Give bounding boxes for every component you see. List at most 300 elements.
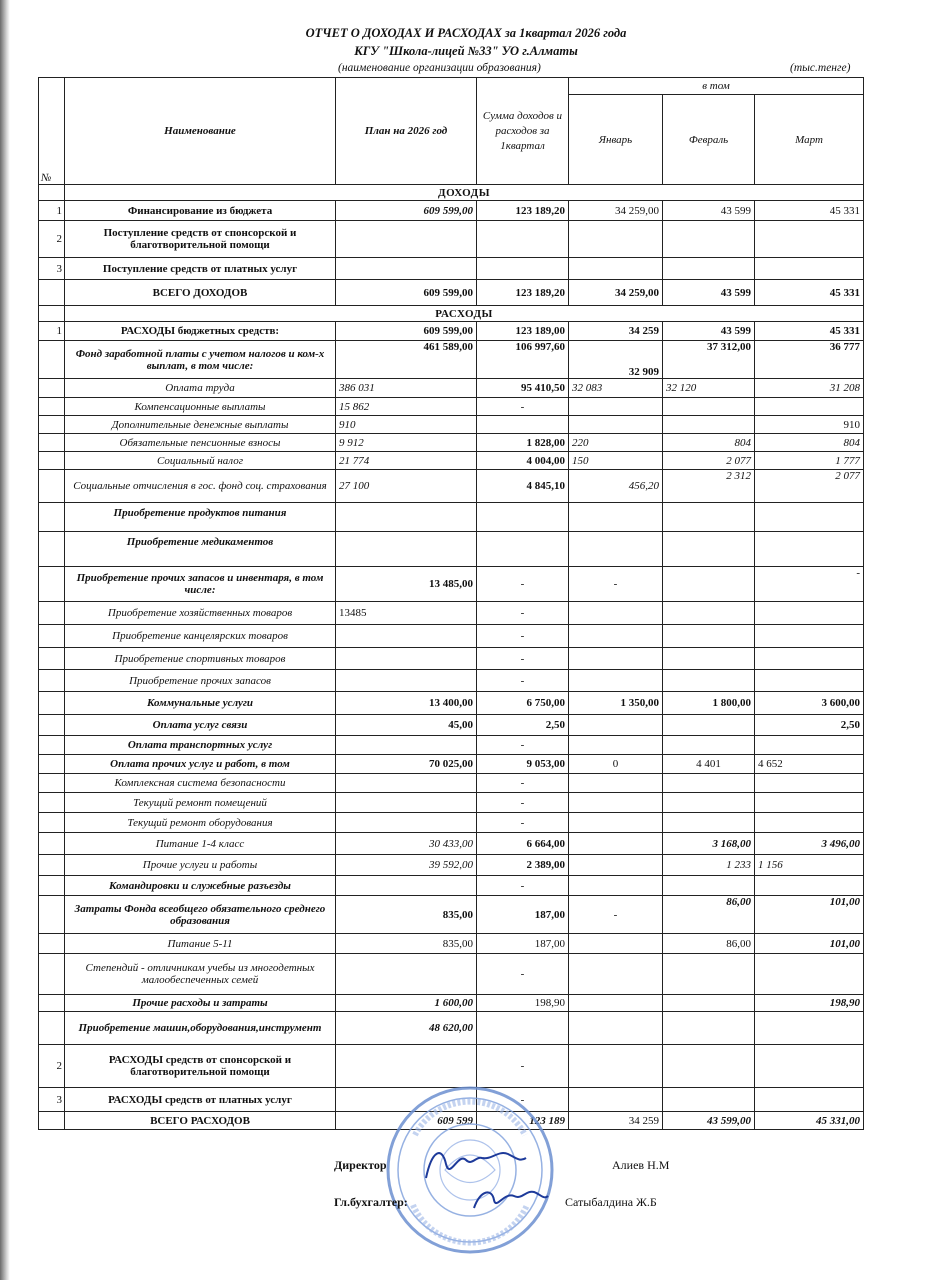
table-cell xyxy=(336,876,477,896)
table-cell xyxy=(39,341,65,379)
table-cell: 106 997,60 xyxy=(477,341,569,379)
table-cell xyxy=(755,532,864,567)
table-row xyxy=(39,715,864,736)
table-cell xyxy=(39,833,65,855)
table-cell: 34 259 xyxy=(569,1112,663,1130)
table-cell xyxy=(336,258,477,280)
table-cell xyxy=(336,670,477,692)
table-cell xyxy=(755,670,864,692)
table-cell: 609 599,00 xyxy=(336,280,477,306)
table-row xyxy=(39,379,864,398)
col-header-feb: Февраль xyxy=(663,95,755,185)
table-cell xyxy=(663,398,755,416)
table-cell: 2 xyxy=(39,1045,65,1088)
table-cell xyxy=(39,602,65,625)
table-cell: 31 208 xyxy=(755,379,864,398)
table-row xyxy=(39,470,864,503)
report-title: ОТЧЕТ О ДОХОДАХ И РАСХОДАХ за 1квартал 2026 года xyxy=(305,26,627,40)
table-cell xyxy=(569,793,663,813)
table-cell xyxy=(477,532,569,567)
table-row xyxy=(39,648,864,670)
table-cell: РАСХОДЫ средств от спонсорской и благотворительной помощи xyxy=(65,1045,336,1088)
table-cell xyxy=(39,185,65,201)
table-cell xyxy=(663,1045,755,1088)
section-income: ДОХОДЫ xyxy=(65,185,864,201)
table-cell: 86,00 xyxy=(663,934,755,954)
table-cell xyxy=(336,648,477,670)
table-cell xyxy=(755,648,864,670)
table-cell: 1 600,00 xyxy=(336,995,477,1012)
table-cell xyxy=(39,954,65,995)
table-row xyxy=(39,221,864,258)
table-cell: 43 599 xyxy=(663,201,755,221)
table-row xyxy=(39,602,864,625)
table-cell: Социальный налог xyxy=(65,452,336,470)
table-cell: 123 189,20 xyxy=(477,201,569,221)
table-cell xyxy=(569,416,663,434)
report-table xyxy=(38,77,864,1130)
table-row xyxy=(39,774,864,793)
table-cell xyxy=(663,258,755,280)
table-cell: 45 331,00 xyxy=(755,1112,864,1130)
table-cell: 48 620,00 xyxy=(336,1012,477,1045)
table-row xyxy=(39,736,864,755)
table-cell: Обязательные пенсионные взносы xyxy=(65,434,336,452)
table-cell xyxy=(755,1088,864,1112)
table-cell: 187,00 xyxy=(477,934,569,954)
table-row xyxy=(39,1012,864,1045)
table-cell: Текущий ремонт оборудования xyxy=(65,813,336,833)
table-cell: 43 599 xyxy=(663,280,755,306)
table-cell: Оплата труда xyxy=(65,379,336,398)
table-cell xyxy=(755,876,864,896)
table-cell: - xyxy=(477,736,569,755)
table-cell: Текущий ремонт помещений xyxy=(65,793,336,813)
col-header-plan: План на 2026 год xyxy=(336,78,477,185)
table-cell xyxy=(39,995,65,1012)
table-cell: Приобретение прочих запасов и инвентаря, в том числе: xyxy=(65,567,336,602)
table-cell xyxy=(569,648,663,670)
table-row xyxy=(39,692,864,715)
table-cell: 3 168,00 xyxy=(663,833,755,855)
table-cell xyxy=(39,793,65,813)
unit-caption: (тыс.тенге) xyxy=(790,62,851,74)
table-cell xyxy=(663,1012,755,1045)
table-cell xyxy=(663,774,755,793)
table-cell: Приобретение канцелярских товаров xyxy=(65,625,336,648)
table-cell: Затраты Фонда всеобщего обязательного среднего образования xyxy=(65,896,336,934)
table-cell: 609 599,00 xyxy=(336,201,477,221)
table-cell: 3 xyxy=(39,258,65,280)
table-cell: 4 004,00 xyxy=(477,452,569,470)
table-cell xyxy=(663,648,755,670)
table-cell: 123 189,00 xyxy=(477,322,569,341)
table-cell xyxy=(569,934,663,954)
table-cell: Приобретение хозяйственных товаров xyxy=(65,602,336,625)
director-name: Алиев Н.М xyxy=(612,1158,670,1172)
table-cell: - xyxy=(477,793,569,813)
table-cell: 609 599,00 xyxy=(336,322,477,341)
table-cell: Фонд заработной платы с учетом налогов и ком-х выплат, в том числе: xyxy=(65,341,336,379)
table-cell xyxy=(663,416,755,434)
table-cell xyxy=(39,670,65,692)
table-row xyxy=(39,398,864,416)
table-cell xyxy=(569,532,663,567)
table-cell xyxy=(569,995,663,1012)
table-cell: 6 750,00 xyxy=(477,692,569,715)
table-cell xyxy=(477,416,569,434)
table-cell xyxy=(39,416,65,434)
table-cell xyxy=(755,793,864,813)
table-cell: 3 496,00 xyxy=(755,833,864,855)
table-cell: 2 xyxy=(39,221,65,258)
table-cell xyxy=(755,602,864,625)
director-signature-icon xyxy=(420,1140,530,1185)
table-cell xyxy=(336,1045,477,1088)
table-cell: Оплата транспортных услуг xyxy=(65,736,336,755)
table-row xyxy=(39,670,864,692)
table-cell xyxy=(39,1012,65,1045)
table-cell xyxy=(755,258,864,280)
table-cell: 150 xyxy=(569,452,663,470)
table-cell: 1 233 xyxy=(663,855,755,876)
table-cell: - xyxy=(477,1045,569,1088)
table-cell: 32 120 xyxy=(663,379,755,398)
table-cell xyxy=(39,896,65,934)
table-cell: Компенсационные выплаты xyxy=(65,398,336,416)
table-cell: 1 156 xyxy=(755,855,864,876)
table-cell: 32 909 xyxy=(569,341,663,379)
table-cell: 220 xyxy=(569,434,663,452)
table-cell: Приобретение медикаментов xyxy=(65,532,336,567)
table-cell: - xyxy=(477,398,569,416)
table-cell xyxy=(39,379,65,398)
table-cell: - xyxy=(477,813,569,833)
col-header-in-that: в том xyxy=(569,78,864,95)
table-cell xyxy=(477,1012,569,1045)
table-cell xyxy=(569,258,663,280)
table-cell xyxy=(477,258,569,280)
table-cell xyxy=(663,793,755,813)
table-cell: 609 599 xyxy=(336,1112,477,1130)
table-cell: 95 410,50 xyxy=(477,379,569,398)
table-cell xyxy=(663,221,755,258)
table-cell: 45 331 xyxy=(755,201,864,221)
table-cell xyxy=(39,567,65,602)
table-cell xyxy=(755,1012,864,1045)
table-cell: Прочие расходы и затраты xyxy=(65,995,336,1012)
table-cell xyxy=(569,774,663,793)
table-row xyxy=(39,567,864,602)
table-cell xyxy=(755,1045,864,1088)
scan-edge-shadow xyxy=(0,0,10,1280)
table-cell: 15 862 xyxy=(336,398,477,416)
organization-name: КГУ "Школа-лицей №33" УО г.Алматы xyxy=(354,44,578,58)
table-row xyxy=(39,322,864,341)
table-row xyxy=(39,934,864,954)
table-cell xyxy=(39,855,65,876)
table-cell: - xyxy=(755,567,864,602)
table-row xyxy=(39,503,864,532)
table-cell: - xyxy=(477,876,569,896)
table-cell: - xyxy=(477,954,569,995)
table-row xyxy=(39,755,864,774)
table-cell: 101,00 xyxy=(755,934,864,954)
table-row xyxy=(39,813,864,833)
director-label: Директор xyxy=(334,1158,387,1172)
table-cell xyxy=(39,813,65,833)
table-cell: 34 259,00 xyxy=(569,280,663,306)
table-cell: 835,00 xyxy=(336,896,477,934)
table-row xyxy=(39,876,864,896)
table-cell: 45 331 xyxy=(755,280,864,306)
table-cell: 187,00 xyxy=(477,896,569,934)
table-cell xyxy=(336,793,477,813)
table-cell: 4 401 xyxy=(663,755,755,774)
table-row xyxy=(39,833,864,855)
table-row xyxy=(39,855,864,876)
table-cell: Питание 1-4 класс xyxy=(65,833,336,855)
table-cell xyxy=(663,954,755,995)
table-cell: 0 xyxy=(569,755,663,774)
table-cell: 43 599 xyxy=(663,322,755,341)
table-cell xyxy=(569,715,663,736)
table-cell: 30 433,00 xyxy=(336,833,477,855)
col-header-jan: Январь xyxy=(569,95,663,185)
table-cell xyxy=(755,221,864,258)
table-cell: 198,90 xyxy=(755,995,864,1012)
table-cell: 43 599,00 xyxy=(663,1112,755,1130)
table-cell: 34 259 xyxy=(569,322,663,341)
table-cell: 456,20 xyxy=(569,470,663,503)
table-cell xyxy=(569,1088,663,1112)
table-cell: Комплексная система безопасности xyxy=(65,774,336,793)
table-cell: 1 xyxy=(39,201,65,221)
table-cell xyxy=(663,602,755,625)
table-row xyxy=(39,896,864,934)
table-cell: Коммунальные услуги xyxy=(65,692,336,715)
table-cell xyxy=(663,670,755,692)
table-cell: 32 083 xyxy=(569,379,663,398)
table-cell: 804 xyxy=(755,434,864,452)
table-cell: 9 053,00 xyxy=(477,755,569,774)
table-cell xyxy=(336,813,477,833)
table-cell xyxy=(39,774,65,793)
table-cell: 910 xyxy=(336,416,477,434)
table-cell: 21 774 xyxy=(336,452,477,470)
table-row xyxy=(39,625,864,648)
table-row xyxy=(39,434,864,452)
table-cell: - xyxy=(477,648,569,670)
table-cell: Оплата услуг связи xyxy=(65,715,336,736)
table-cell: 1 800,00 xyxy=(663,692,755,715)
table-cell: - xyxy=(569,567,663,602)
col-header-name: Наименование xyxy=(65,78,336,185)
organization-caption: (наименование организации образования) xyxy=(338,62,541,74)
table-cell: 386 031 xyxy=(336,379,477,398)
table-cell xyxy=(336,221,477,258)
table-cell xyxy=(39,434,65,452)
table-cell xyxy=(569,954,663,995)
table-cell xyxy=(39,503,65,532)
table-cell: 39 592,00 xyxy=(336,855,477,876)
table-cell xyxy=(569,625,663,648)
table-cell xyxy=(39,1112,65,1130)
table-cell xyxy=(663,876,755,896)
table-cell: 3 xyxy=(39,1088,65,1112)
table-cell: 1 350,00 xyxy=(569,692,663,715)
table-cell: 13 485,00 xyxy=(336,567,477,602)
table-row xyxy=(39,995,864,1012)
table-row xyxy=(39,258,864,280)
table-cell xyxy=(755,625,864,648)
table-cell: Поступление средств от платных услуг xyxy=(65,258,336,280)
table-cell xyxy=(39,532,65,567)
table-cell: Приобретение продуктов питания xyxy=(65,503,336,532)
table-cell xyxy=(477,503,569,532)
table-cell xyxy=(336,532,477,567)
table-row xyxy=(39,532,864,567)
table-cell: 13485 xyxy=(336,602,477,625)
table-cell xyxy=(39,625,65,648)
table-cell xyxy=(755,954,864,995)
table-cell: 6 664,00 xyxy=(477,833,569,855)
table-cell: Степендий - отличникам учебы из многодетных малообеспеченных семей xyxy=(65,954,336,995)
table-cell xyxy=(569,876,663,896)
table-cell xyxy=(755,398,864,416)
table-cell: ВСЕГО ДОХОДОВ xyxy=(65,280,336,306)
table-cell xyxy=(663,532,755,567)
table-cell xyxy=(39,692,65,715)
table-cell: РАСХОДЫ средств от платных услуг xyxy=(65,1088,336,1112)
table-cell: 2,50 xyxy=(755,715,864,736)
table-cell: Поступление средств от спонсорской и благотворительной помощи xyxy=(65,221,336,258)
table-cell: 70 025,00 xyxy=(336,755,477,774)
table-cell: - xyxy=(477,774,569,793)
accountant-label: Гл.бухгалтер: xyxy=(334,1195,408,1209)
table-cell: 45,00 xyxy=(336,715,477,736)
table-cell: Финансирование из бюджета xyxy=(65,201,336,221)
table-cell: 3 600,00 xyxy=(755,692,864,715)
table-cell xyxy=(569,398,663,416)
table-cell: - xyxy=(477,567,569,602)
table-cell xyxy=(336,736,477,755)
table-cell: 2 312 xyxy=(663,470,755,503)
table-cell: 2 077 xyxy=(663,452,755,470)
table-cell xyxy=(569,736,663,755)
col-header-no: № xyxy=(39,78,65,185)
table-cell xyxy=(39,876,65,896)
table-cell xyxy=(336,774,477,793)
table-cell xyxy=(663,995,755,1012)
table-cell: - xyxy=(477,625,569,648)
table-row xyxy=(39,793,864,813)
table-cell xyxy=(663,567,755,602)
table-cell xyxy=(569,503,663,532)
col-header-mar: Март xyxy=(755,95,864,185)
table-cell xyxy=(569,833,663,855)
table-cell xyxy=(336,954,477,995)
table-cell: 1 xyxy=(39,322,65,341)
table-cell: 2 389,00 xyxy=(477,855,569,876)
table-cell xyxy=(39,648,65,670)
table-row xyxy=(39,201,864,221)
table-cell: Социальные отчисления в гос. фонд соц. страхования xyxy=(65,470,336,503)
table-cell: 910 xyxy=(755,416,864,434)
table-row xyxy=(39,341,864,379)
table-cell xyxy=(477,221,569,258)
table-cell: 2,50 xyxy=(477,715,569,736)
table-cell xyxy=(569,813,663,833)
table-cell xyxy=(663,625,755,648)
table-cell: Командировки и служебные разъезды xyxy=(65,876,336,896)
table-cell xyxy=(663,736,755,755)
table-cell: 9 912 xyxy=(336,434,477,452)
table-cell xyxy=(755,813,864,833)
table-cell: 198,90 xyxy=(477,995,569,1012)
table-cell: Питание 5-11 xyxy=(65,934,336,954)
table-cell: 37 312,00 xyxy=(663,341,755,379)
table-cell xyxy=(39,280,65,306)
table-cell: Приобретение прочих запасов xyxy=(65,670,336,692)
table-cell: 13 400,00 xyxy=(336,692,477,715)
table-cell xyxy=(663,503,755,532)
table-cell xyxy=(755,774,864,793)
table-cell: 36 777 xyxy=(755,341,864,379)
table-cell xyxy=(569,221,663,258)
table-row xyxy=(39,1045,864,1088)
table-cell: - xyxy=(477,1088,569,1112)
table-row-total-income xyxy=(39,280,864,306)
table-cell: Приобретение спортивных товаров xyxy=(65,648,336,670)
table-cell xyxy=(39,306,65,322)
table-cell: 27 100 xyxy=(336,470,477,503)
table-cell xyxy=(569,670,663,692)
table-row xyxy=(39,452,864,470)
table-cell xyxy=(39,934,65,954)
accountant-name: Сатыбалдина Ж.Б xyxy=(565,1195,657,1209)
table-cell: 101,00 xyxy=(755,896,864,934)
table-cell xyxy=(569,1045,663,1088)
table-cell: - xyxy=(477,602,569,625)
table-cell xyxy=(39,736,65,755)
table-cell: Дополнительные денежные выплаты xyxy=(65,416,336,434)
table-cell: - xyxy=(569,896,663,934)
table-cell: 2 077 xyxy=(755,470,864,503)
table-row xyxy=(39,416,864,434)
table-cell: 835,00 xyxy=(336,934,477,954)
table-cell: 4 652 xyxy=(755,755,864,774)
section-expense: РАСХОДЫ xyxy=(65,306,864,322)
table-cell: 1 777 xyxy=(755,452,864,470)
table-cell: Приобретение машин,оборудования,инструмент xyxy=(65,1012,336,1045)
table-cell: Прочие услуги и работы xyxy=(65,855,336,876)
table-cell: 123 189 xyxy=(477,1112,569,1130)
table-cell xyxy=(336,503,477,532)
table-cell xyxy=(569,855,663,876)
table-cell: 461 589,00 xyxy=(336,341,477,379)
table-cell: РАСХОДЫ бюджетных средств: xyxy=(65,322,336,341)
table-cell xyxy=(39,398,65,416)
table-cell: ВСЕГО РАСХОДОВ xyxy=(65,1112,336,1130)
table-cell xyxy=(569,602,663,625)
table-cell xyxy=(39,715,65,736)
table-cell: 45 331 xyxy=(755,322,864,341)
table-row xyxy=(39,954,864,995)
table-cell: 34 259,00 xyxy=(569,201,663,221)
table-cell xyxy=(569,1012,663,1045)
table-cell xyxy=(663,813,755,833)
